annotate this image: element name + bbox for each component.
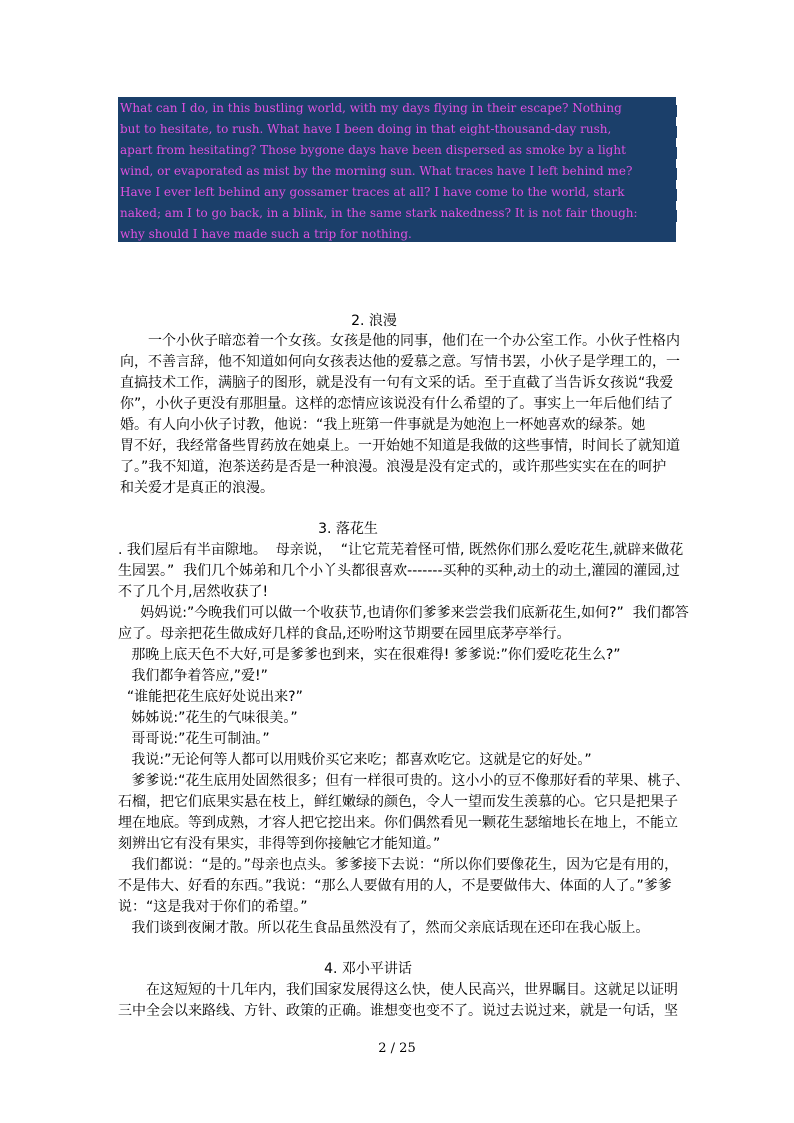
paragraph-line: 石榴，把它们底果实悬在枝上，鲜红嫩绿的颜色，令人一望而发生羡慕的心。它只是把果子 [118,794,678,810]
english-line: naked; am I to go back, in a blink, in the same stark nakedness? It is not fair though: [120,206,638,220]
line-marker [674,189,677,201]
paragraph-line: 我们都说：“是的。”母亲也点头。爹爹接下去说：“所以你们要像花生，因为它是有用的， [118,857,679,873]
paragraph-line: 爹爹说:“花生底用处固然很多；但有一样很可贵的。这小小的豆不像那好看的苹果、桃子、 [118,773,690,789]
paragraph-line: 刻辨出它有没有果实，非得等到你接触它才能知道。” [118,836,441,852]
english-line: but to hesitate, to rush. What have I been doing in that eight-thousand-day rush, [120,122,612,136]
paragraph-line: 三中全会以来路线、方针、政策的正确。谁想变也变不了。说过去说过来，就是一句话，坚 [118,1003,678,1019]
section-title-peanuts: 3. 落花生 [318,521,378,537]
line-marker [674,210,677,222]
paragraph-line: 了。”我不知道，泡茶送药是否是一种浪漫。浪漫是没有定式的，或许那些实实在在的呵护 [120,459,667,475]
english-line: Have I ever left behind any gossamer traces at all? I have come to the world, stark [120,185,625,199]
paragraph-line: 哥哥说:”花生可制油。” [118,731,270,747]
paragraph-line: 妈妈说:”今晚我们可以做一个收获节,也请你们爹爹来尝尝我们底新花生,如何?” 我们都答 [118,605,689,621]
paragraph-line: 一个小伙子暗恋着一个女孩。女孩是他的同事，他们在一个办公室工作。小伙子性格内 [120,333,680,349]
paragraph-line: 生园罢。” 我们几个姊弟和几个小丫头都很喜欢-------买种的买种,动土的动土,灌园的灌园,过 [118,563,680,579]
paragraph-line: 婚。有人向小伙子讨教，他说：“我上班第一件事就是为她泡上一杯她喜欢的绿茶。她 [120,417,646,433]
line-marker [674,105,677,117]
paragraph-line: 在这短短的十几年内，我们国家发展得这么快，使人民高兴，世界瞩目。这就足以证明 [118,982,678,998]
line-marker [674,168,677,180]
paragraph-line: 不了几个月,居然收获了! [118,584,269,600]
line-marker [674,126,677,138]
paragraph-line: 胃不好，我经常备些胃药放在她桌上。一开始她不知道是我做的这些事情，时间长了就知道 [120,438,680,454]
paragraph-line: 你”，小伙子更没有那胆量。这样的恋情应该说没有什么希望的了。事实上一年后他们结了 [120,396,674,412]
paragraph-line: 我们都争着答应,”爱!” [118,668,268,684]
section-title-deng-speech: 4. 邓小平讲话 [324,961,412,977]
highlighted-english-passage [118,97,676,242]
paragraph-line: 那晚上底天色不大好,可是爹爹也到来，实在很难得! 爹爹说:”你们爱吃花生么?” [118,647,621,663]
paragraph-line: 我说:”无论何等人都可以用贱价买它来吃；都喜欢吃它。这就是它的好处。” [118,752,592,768]
paragraph-line: 埋在地底。等到成熟，才容人把它挖出来。你们偶然看见一颗花生瑟缩地长在地上，不能立 [118,815,678,831]
paragraph-line: 不是伟大、好看的东西。”我说：“那么人要做有用的人，不是要做伟大、体面的人了。”爹爹 [118,878,672,894]
english-line: What can I do, in this bustling world, with my days flying in their escape? Nothing [120,101,622,115]
paragraph-line: 向，不善言辞，他不知道如何向女孩表达他的爱慕之意。写情书罢，小伙子是学理工的，一 [120,354,680,370]
paragraph-line: 姊姊说:”花生的气味很美。” [118,710,298,726]
section-title-romance: 2. 浪漫 [351,313,397,329]
line-marker [674,147,677,159]
english-line: apart from hesitating? Those bygone days have been dispersed as smoke by a light [120,143,626,157]
page-number: 2 / 25 [378,1041,416,1056]
paragraph-line: 直搞技术工作，满脑子的图形，就是没有一句有文采的话。至于直截了当告诉女孩说“我爱 [120,375,674,391]
paragraph-line: 应了。母亲把花生做成好几样的食品,还吩咐这节期要在园里底茅亭举行。 [118,626,571,642]
paragraph-line: 我们谈到夜阑才散。所以花生食品虽然没有了，然而父亲底话现在还印在我心版上。 [118,920,650,936]
paragraph-line: 和关爱才是真正的浪漫。 [120,480,274,496]
paragraph-line: . 我们屋后有半亩隙地。 母亲说， “让它荒芜着怪可惜, 既然你们那么爱吃花生,就辟来做花 [118,542,684,558]
english-line: wind, or evaporated as mist by the morning sun. What traces have I left behind me? [120,164,633,178]
paragraph-line: 说：“这是我对于你们的希望。” [118,899,308,915]
paragraph-line: “谁能把花生底好处说出来?” [118,689,303,705]
english-line: why should I have made such a trip for nothing. [120,227,412,241]
